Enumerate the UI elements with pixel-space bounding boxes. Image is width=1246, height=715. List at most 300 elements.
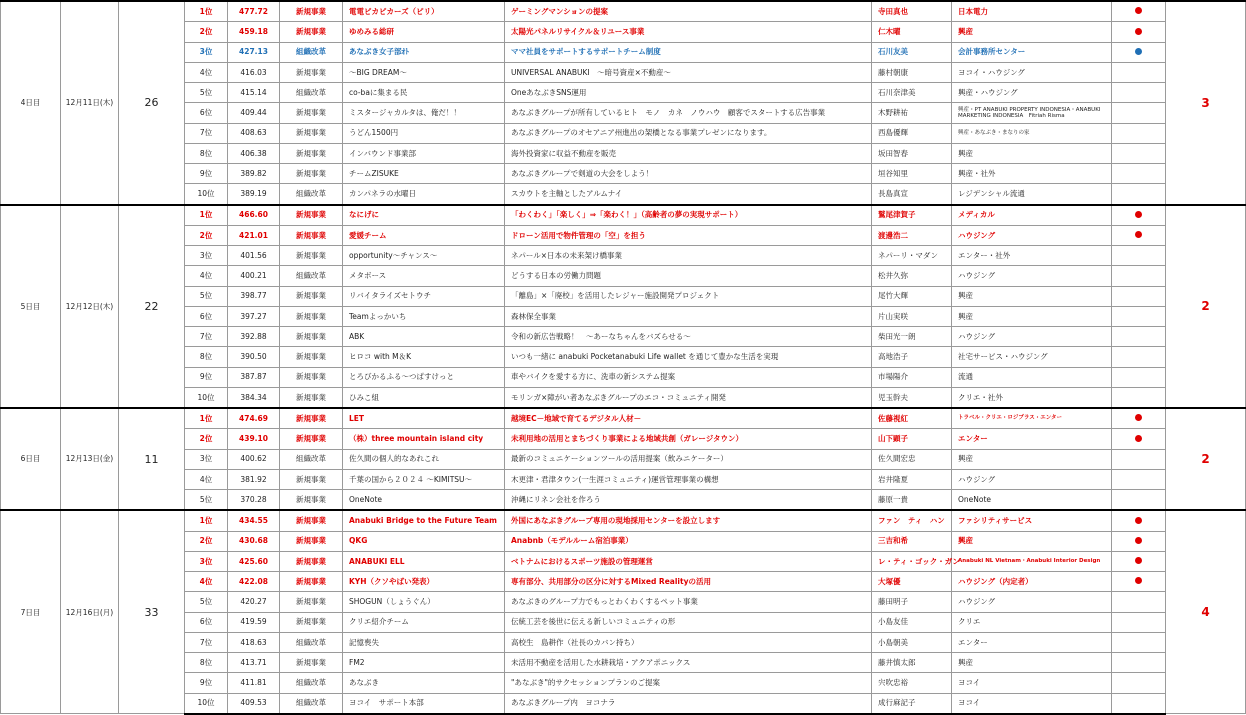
category-cell: 新規事業	[280, 306, 343, 326]
theme-cell: 越境EC－地域で育てるデジタル人材－	[505, 408, 872, 429]
selected-count-cell: 2	[1166, 408, 1246, 510]
category-cell: 新規事業	[280, 429, 343, 449]
mark-cell	[1112, 347, 1166, 367]
rank-cell: 2位	[185, 429, 228, 449]
table-row	[1, 408, 1246, 429]
table-row	[1, 184, 1246, 205]
member-cell: 佐藤視紅	[872, 408, 952, 429]
rank-cell: 10位	[185, 184, 228, 205]
theme-cell: 太陽光パネルリサイクル＆リユース事業	[505, 22, 872, 42]
category-cell: 新規事業	[280, 531, 343, 551]
mark-cell	[1112, 42, 1166, 62]
rank-cell: 2位	[185, 531, 228, 551]
theme-cell: 高校生 島耕作（社長のカバン持ち）	[505, 632, 872, 652]
mark-cell	[1112, 62, 1166, 82]
mark-cell	[1112, 510, 1166, 531]
rank-cell: 6位	[185, 103, 228, 123]
theme-cell: あなぶきグループで剣道の大会をしよう！	[505, 164, 872, 184]
score-cell: 409.44	[228, 103, 280, 123]
theme-cell: 未活用不動産を活用した水耕栽培・アクアポニックス	[505, 653, 872, 673]
team-name-cell: 佐久間の個人的なあれこれ	[343, 449, 505, 469]
department-cell: レジデンシャル流通	[952, 184, 1112, 205]
score-cell: 416.03	[228, 62, 280, 82]
mark-cell	[1112, 367, 1166, 387]
rank-cell: 1位	[185, 205, 228, 226]
department-cell: ハウジング	[952, 469, 1112, 489]
theme-cell: 伝統工芸を後世に伝える新しいコミュニティの形	[505, 612, 872, 632]
selected-count-cell: 3	[1166, 1, 1246, 205]
rank-cell: 3位	[185, 246, 228, 266]
department-cell: OneNote	[952, 490, 1112, 511]
team-name-cell: ミスタージャカルタは、俺だ！！	[343, 103, 505, 123]
member-cell: 柴田光一朗	[872, 327, 952, 347]
table-row	[1, 693, 1246, 714]
table-row	[1, 62, 1246, 82]
entry-count-cell: 26	[119, 1, 185, 205]
category-cell: 組織改革	[280, 449, 343, 469]
score-cell: 430.68	[228, 531, 280, 551]
mark-cell	[1112, 469, 1166, 489]
mark-cell	[1112, 205, 1166, 226]
theme-cell: 車やバイクを愛する方に、洗車の新システム提案	[505, 367, 872, 387]
team-name-cell: ヨコイ サポート本部	[343, 693, 505, 714]
category-cell: 新規事業	[280, 246, 343, 266]
category-cell: 新規事業	[280, 490, 343, 511]
date-cell: 12月11日(木)	[61, 1, 119, 205]
theme-cell: 「わくわく」「楽しく」⇒「楽わく！」（高齢者の夢の実現サポート）	[505, 205, 872, 226]
mark-cell	[1112, 408, 1166, 429]
mark-cell	[1112, 286, 1166, 306]
table-row	[1, 286, 1246, 306]
category-cell: 新規事業	[280, 347, 343, 367]
team-name-cell: LET	[343, 408, 505, 429]
department-cell: 興産・PT ANABUKI PROPERTY INDONESIA・ANABUKI MARKETING INDONESIA Fitriah Risma	[952, 103, 1112, 123]
mark-cell	[1112, 266, 1166, 286]
category-cell: 新規事業	[280, 1, 343, 22]
member-cell: 坂田智春	[872, 143, 952, 163]
department-cell: 興産・社外	[952, 164, 1112, 184]
member-cell: 寺田真也	[872, 1, 952, 22]
team-name-cell: OneNote	[343, 490, 505, 511]
theme-cell: Anabnb（モデルルーム宿泊事業）	[505, 531, 872, 551]
department-cell: 流通	[952, 367, 1112, 387]
team-name-cell: opportunity～チャンス～	[343, 246, 505, 266]
team-name-cell: FM2	[343, 653, 505, 673]
team-name-cell: カンパネラの水曜日	[343, 184, 505, 205]
score-cell: 434.55	[228, 510, 280, 531]
score-cell: 477.72	[228, 1, 280, 22]
score-cell: 389.19	[228, 184, 280, 205]
mark-cell	[1112, 22, 1166, 42]
table-row	[1, 469, 1246, 489]
rank-cell: 10位	[185, 693, 228, 714]
category-cell: 新規事業	[280, 143, 343, 163]
category-cell: 組織改革	[280, 693, 343, 714]
rank-cell: 1位	[185, 510, 228, 531]
department-cell: 興産・ハウジング	[952, 83, 1112, 103]
table-row	[1, 103, 1246, 123]
rank-cell: 10位	[185, 387, 228, 408]
mark-cell	[1112, 123, 1166, 143]
member-cell: レ・ティ・ゴック・ガン	[872, 551, 952, 571]
team-name-cell: クリエ紹介チーム	[343, 612, 505, 632]
table-row	[1, 490, 1246, 511]
day-label-cell: 6日目	[1, 408, 61, 510]
department-cell: エンター	[952, 632, 1112, 652]
member-cell: 木野耕祐	[872, 103, 952, 123]
day-label-cell: 4日目	[1, 1, 61, 205]
rank-cell: 6位	[185, 612, 228, 632]
table-row	[1, 266, 1246, 286]
department-cell: 興産	[952, 531, 1112, 551]
table-row	[1, 1, 1246, 22]
mark-cell	[1112, 632, 1166, 652]
team-name-cell: あなぶき	[343, 673, 505, 693]
rank-cell: 9位	[185, 673, 228, 693]
table-row	[1, 387, 1246, 408]
score-cell: 400.62	[228, 449, 280, 469]
theme-cell: 最新のコミュニケーションツールの活用提案（飲みニケーター）	[505, 449, 872, 469]
score-cell: 400.21	[228, 266, 280, 286]
rank-cell: 8位	[185, 347, 228, 367]
category-cell: 新規事業	[280, 387, 343, 408]
member-cell: 藤井慎太郎	[872, 653, 952, 673]
score-cell: 397.27	[228, 306, 280, 326]
table-row	[1, 653, 1246, 673]
score-cell: 466.60	[228, 205, 280, 226]
category-cell: 新規事業	[280, 103, 343, 123]
score-cell: 387.87	[228, 367, 280, 387]
member-cell: 宍吹忠裕	[872, 673, 952, 693]
member-cell: 高地浩子	[872, 347, 952, 367]
member-cell: 児玉幹夫	[872, 387, 952, 408]
theme-cell: ゲーミングマンションの提案	[505, 1, 872, 22]
category-cell: 新規事業	[280, 286, 343, 306]
member-cell: 尾竹大輝	[872, 286, 952, 306]
score-cell: 409.53	[228, 693, 280, 714]
table-row	[1, 83, 1246, 103]
rank-cell: 4位	[185, 469, 228, 489]
theme-cell: どうする日本の労働力問題	[505, 266, 872, 286]
score-cell: 370.28	[228, 490, 280, 511]
score-cell: 419.59	[228, 612, 280, 632]
mark-cell	[1112, 246, 1166, 266]
team-name-cell: メタボース	[343, 266, 505, 286]
department-cell: 興産	[952, 143, 1112, 163]
category-cell: 新規事業	[280, 510, 343, 531]
mark-cell	[1112, 306, 1166, 326]
department-cell: ヨコイ・ハウジング	[952, 62, 1112, 82]
rank-cell: 7位	[185, 327, 228, 347]
theme-cell: スカウトを主軸としたアルムナイ	[505, 184, 872, 205]
selected-dot-icon	[1135, 414, 1142, 421]
score-cell: 413.71	[228, 653, 280, 673]
selected-dot-icon	[1135, 537, 1142, 544]
theme-cell: ネパール×日本の未来架け橋事業	[505, 246, 872, 266]
member-cell: 市場陽介	[872, 367, 952, 387]
score-cell: 427.13	[228, 42, 280, 62]
member-cell: 藤田明子	[872, 592, 952, 612]
score-cell: 411.81	[228, 673, 280, 693]
rank-cell: 8位	[185, 143, 228, 163]
theme-cell: モリンガ×障がい者あなぶきグループのエコ・コミュニティ開発	[505, 387, 872, 408]
rank-cell: 1位	[185, 1, 228, 22]
score-cell: 401.56	[228, 246, 280, 266]
rank-cell: 7位	[185, 632, 228, 652]
department-cell: 社宅サービス・ハウジング	[952, 347, 1112, 367]
theme-cell: 沖縄にリネン会社を作ろう	[505, 490, 872, 511]
department-cell: メディカル	[952, 205, 1112, 226]
theme-cell: あなぶきのグループ力でもっとわくわくするペット事業	[505, 592, 872, 612]
mark-cell	[1112, 653, 1166, 673]
theme-cell: あなぶきグループが所有しているヒト モノ カネ ノウハウ 顧客でスタートする広告事業	[505, 103, 872, 123]
team-name-cell: Anabuki Bridge to the Future Team	[343, 510, 505, 531]
category-cell: 新規事業	[280, 62, 343, 82]
department-cell: ハウジング	[952, 327, 1112, 347]
category-cell: 組織改革	[280, 42, 343, 62]
member-cell: 石川奈津美	[872, 83, 952, 103]
department-cell: 会計事務所センター	[952, 42, 1112, 62]
department-cell: ヨコイ	[952, 673, 1112, 693]
category-cell: 新規事業	[280, 469, 343, 489]
category-cell: 新規事業	[280, 551, 343, 571]
member-cell: 大塚優	[872, 572, 952, 592]
score-cell: 439.10	[228, 429, 280, 449]
category-cell: 新規事業	[280, 612, 343, 632]
theme-cell: 外国にあなぶきグループ専用の現地採用センターを設立します	[505, 510, 872, 531]
entry-count-cell: 11	[119, 408, 185, 510]
table-row	[1, 572, 1246, 592]
day-label-cell: 7日目	[1, 510, 61, 714]
selected-dot-icon	[1135, 435, 1142, 442]
member-cell: ネパーリ・マダン	[872, 246, 952, 266]
department-cell: 日本電力	[952, 1, 1112, 22]
team-name-cell: とろびかるふる～つぱすけっと	[343, 367, 505, 387]
rank-cell: 9位	[185, 367, 228, 387]
member-cell: 松井久弥	[872, 266, 952, 286]
team-name-cell: QKG	[343, 531, 505, 551]
department-cell: ハウジング	[952, 266, 1112, 286]
theme-cell: 木更津・君津タウン(一生涯コミュニティ)運営管理事業の構想	[505, 469, 872, 489]
selected-dot-icon	[1135, 48, 1142, 55]
team-name-cell: ヒロコ with M＆K	[343, 347, 505, 367]
mark-cell	[1112, 103, 1166, 123]
team-name-cell: Teamよっかいち	[343, 306, 505, 326]
mark-cell	[1112, 531, 1166, 551]
department-cell: エンター・社外	[952, 246, 1112, 266]
mark-cell	[1112, 83, 1166, 103]
table-row	[1, 632, 1246, 652]
rank-cell: 4位	[185, 62, 228, 82]
member-cell: 仁木曜	[872, 22, 952, 42]
score-cell: 425.60	[228, 551, 280, 571]
member-cell: 渡邊浩二	[872, 225, 952, 245]
category-cell: 組織改革	[280, 632, 343, 652]
department-cell: 興産	[952, 286, 1112, 306]
score-cell: 389.82	[228, 164, 280, 184]
mark-cell	[1112, 490, 1166, 511]
rank-cell: 4位	[185, 572, 228, 592]
theme-cell: ママ社員をサポートするサポートチーム制度	[505, 42, 872, 62]
mark-cell	[1112, 612, 1166, 632]
team-name-cell: なにげに	[343, 205, 505, 226]
team-name-cell: 電電ピカピカーズ（ピリ）	[343, 1, 505, 22]
theme-cell: 森林保全事業	[505, 306, 872, 326]
department-cell: クリエ・社外	[952, 387, 1112, 408]
score-cell: 392.88	[228, 327, 280, 347]
date-cell: 12月16日(月)	[61, 510, 119, 714]
mark-cell	[1112, 449, 1166, 469]
ranking-rows	[1, 1, 1246, 714]
department-cell: 興産	[952, 22, 1112, 42]
team-name-cell: ひみこ組	[343, 387, 505, 408]
member-cell: ファン ティ ハン	[872, 510, 952, 531]
mark-cell	[1112, 1, 1166, 22]
member-cell: 西島優輝	[872, 123, 952, 143]
day-label-cell: 5日目	[1, 205, 61, 409]
score-cell: 459.18	[228, 22, 280, 42]
member-cell: 片山実咲	[872, 306, 952, 326]
team-name-cell: インバウンド事業部	[343, 143, 505, 163]
team-name-cell: （株）three mountain island city	[343, 429, 505, 449]
rank-cell: 4位	[185, 266, 228, 286]
department-cell: ヨコイ	[952, 693, 1112, 714]
member-cell: 鷲尾津賀子	[872, 205, 952, 226]
rank-cell: 2位	[185, 225, 228, 245]
rank-cell: 3位	[185, 42, 228, 62]
score-cell: 406.38	[228, 143, 280, 163]
table-row	[1, 42, 1246, 62]
table-row	[1, 367, 1246, 387]
member-cell: 佐久間宏忠	[872, 449, 952, 469]
score-cell: 398.77	[228, 286, 280, 306]
department-cell: 興産	[952, 449, 1112, 469]
category-cell: 新規事業	[280, 205, 343, 226]
score-cell: 474.69	[228, 408, 280, 429]
rank-cell: 8位	[185, 653, 228, 673]
theme-cell: ドローン活用で物件管理の「空」を担う	[505, 225, 872, 245]
rank-cell: 5位	[185, 592, 228, 612]
table-row	[1, 327, 1246, 347]
department-cell: トラベル・クリエ・ロジプラス・エンター	[952, 408, 1112, 429]
category-cell: 組織改革	[280, 184, 343, 205]
team-name-cell: 記憶喪失	[343, 632, 505, 652]
theme-cell: あなぶきグループ内 ヨコナラ	[505, 693, 872, 714]
mark-cell	[1112, 184, 1166, 205]
table-row	[1, 531, 1246, 551]
selected-count-cell: 4	[1166, 510, 1246, 714]
table-row	[1, 673, 1246, 693]
team-name-cell: ABK	[343, 327, 505, 347]
rank-cell: 6位	[185, 306, 228, 326]
theme-cell: OneあなぶきSNS運用	[505, 83, 872, 103]
category-cell: 新規事業	[280, 327, 343, 347]
mark-cell	[1112, 225, 1166, 245]
table-row	[1, 551, 1246, 571]
entry-count-cell: 22	[119, 205, 185, 409]
member-cell: 垣谷知里	[872, 164, 952, 184]
table-row	[1, 246, 1246, 266]
department-cell: クリエ	[952, 612, 1112, 632]
table-row	[1, 347, 1246, 367]
rank-cell: 3位	[185, 551, 228, 571]
theme-cell: 未利用地の活用とまちづくり事業による地域共創（ガレージタウン）	[505, 429, 872, 449]
score-cell: 415.14	[228, 83, 280, 103]
category-cell: 新規事業	[280, 367, 343, 387]
score-cell: 408.63	[228, 123, 280, 143]
table-row	[1, 22, 1246, 42]
member-cell: 岩井隆夏	[872, 469, 952, 489]
mark-cell	[1112, 429, 1166, 449]
team-name-cell: ゆめみる総研	[343, 22, 505, 42]
score-cell: 418.63	[228, 632, 280, 652]
table-row	[1, 123, 1246, 143]
team-name-cell: チームZISUKE	[343, 164, 505, 184]
mark-cell	[1112, 592, 1166, 612]
date-cell: 12月13日(金)	[61, 408, 119, 510]
score-cell: 422.08	[228, 572, 280, 592]
theme-cell: 令和の新広告戦略！ ～あーなちゃんをバズらせる～	[505, 327, 872, 347]
department-cell: ハウジング	[952, 592, 1112, 612]
rank-cell: 7位	[185, 123, 228, 143]
department-cell: 興産	[952, 653, 1112, 673]
category-cell: 組織改革	[280, 83, 343, 103]
team-name-cell: ～BIG DREAM～	[343, 62, 505, 82]
team-name-cell: 愛媛チーム	[343, 225, 505, 245]
member-cell: 石川友美	[872, 42, 952, 62]
department-cell: 興産・あなぶき・まなりの家	[952, 123, 1112, 143]
theme-cell: ベトナムにおけるスポーツ施設の管理運営	[505, 551, 872, 571]
table-row	[1, 449, 1246, 469]
selected-dot-icon	[1135, 7, 1142, 14]
table-row	[1, 510, 1246, 531]
score-cell: 420.27	[228, 592, 280, 612]
selected-dot-icon	[1135, 231, 1142, 238]
rank-cell: 9位	[185, 164, 228, 184]
department-cell: エンター	[952, 429, 1112, 449]
mark-cell	[1112, 387, 1166, 408]
rank-cell: 1位	[185, 408, 228, 429]
theme-cell: 専有部分、共用部分の区分に対するMixed Realityの活用	[505, 572, 872, 592]
table-row	[1, 429, 1246, 449]
score-cell: 421.01	[228, 225, 280, 245]
selected-count-cell: 2	[1166, 205, 1246, 409]
table-row	[1, 612, 1246, 632]
mark-cell	[1112, 143, 1166, 163]
mark-cell	[1112, 164, 1166, 184]
category-cell: 新規事業	[280, 592, 343, 612]
rank-cell: 5位	[185, 286, 228, 306]
category-cell: 新規事業	[280, 22, 343, 42]
table-row	[1, 225, 1246, 245]
mark-cell	[1112, 551, 1166, 571]
department-cell: ハウジング（内定者）	[952, 572, 1112, 592]
rank-cell: 5位	[185, 83, 228, 103]
member-cell: 小島朝美	[872, 632, 952, 652]
member-cell: 三吉和希	[872, 531, 952, 551]
member-cell: 成行麻記子	[872, 693, 952, 714]
selected-dot-icon	[1135, 211, 1142, 218]
category-cell: 新規事業	[280, 653, 343, 673]
member-cell: 藤村朝康	[872, 62, 952, 82]
department-cell: Anabuki NL Vietnam・Anabuki Interior Design	[952, 551, 1112, 571]
member-cell: 長島真宣	[872, 184, 952, 205]
member-cell: 小島友佳	[872, 612, 952, 632]
category-cell: 組織改革	[280, 266, 343, 286]
team-name-cell: KYH（クソやばい発表）	[343, 572, 505, 592]
selected-dot-icon	[1135, 577, 1142, 584]
member-cell: 山下顕子	[872, 429, 952, 449]
